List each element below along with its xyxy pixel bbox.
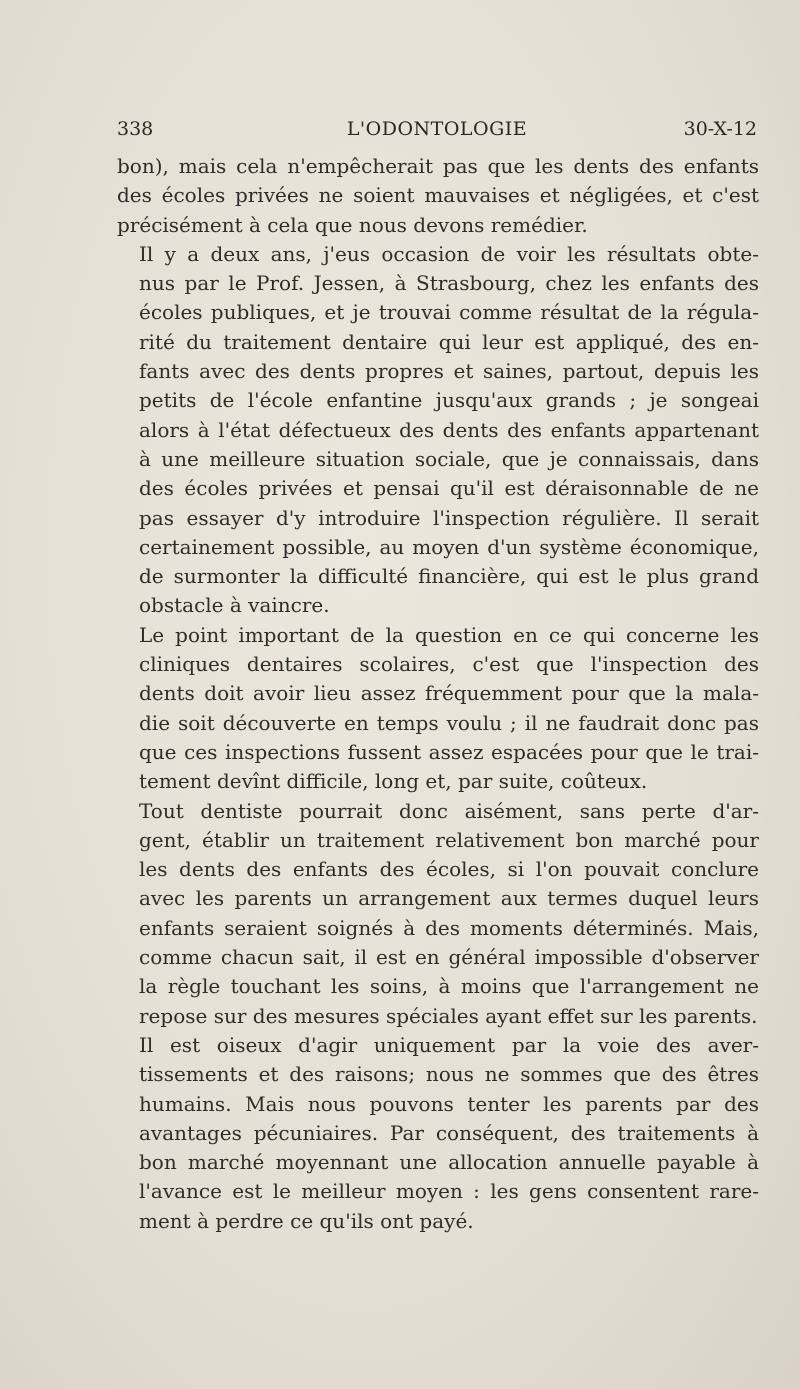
text-line: certainement possible, au moyen d'un système économique, (139, 534, 759, 559)
text-line: enfants seraient soignés à des moments déterminés. Mais, (139, 915, 759, 940)
text-line: ment à perdre ce qu'ils ont payé. (139, 1208, 474, 1233)
issue-date: 30-X-12 (683, 118, 757, 140)
text-line: de surmonter la difficulté financière, qui est le plus grand (139, 564, 759, 589)
text-line: humains. Mais nous pouvons tenter les parents par des (139, 1091, 759, 1116)
paragraph (117, 1031, 759, 1236)
text-line: des écoles privées et pensai qu'il est déraisonnable de ne (139, 476, 759, 501)
text-line: l'avance est le meilleur moyen : les gens consentent rare- (139, 1179, 759, 1204)
text-line: avec les parents un arrangement aux termes duquel leurs (139, 886, 759, 911)
paragraph (117, 152, 759, 240)
text-line: bon marché moyennant une allocation annuelle payable à (139, 1150, 759, 1175)
text-line: que ces inspections fussent assez espacées pour que le trai- (139, 739, 759, 764)
text-line: bon), mais cela n'empêcherait pas que les dents des enfants (117, 154, 759, 178)
text-line: gent, établir un traitement relativement bon marché pour (139, 827, 759, 852)
text-line: à une meilleure situation sociale, que je connaissais, dans (139, 446, 759, 471)
text-line: obstacle à vaincre. (139, 593, 330, 618)
journal-title: L'ODONTOLOGIE (346, 118, 528, 140)
text-line: Tout dentiste pourrait donc aisément, sans perte d'ar- (139, 798, 759, 823)
paragraph (117, 621, 759, 797)
text-line: écoles publiques, et je trouvai comme résultat de la régula- (139, 300, 759, 325)
text-line: dents doit avoir lieu assez fréquemment pour que la mala- (139, 681, 759, 706)
text-line: rité du traitement dentaire qui leur est appliqué, des en- (139, 329, 759, 354)
text-line: tissements et des raisons; nous ne sommes que des êtres (139, 1062, 759, 1087)
text-line: alors à l'état défectueux des dents des enfants appartenant (139, 417, 759, 442)
body-text (117, 152, 759, 1236)
page-number: 338 (117, 118, 154, 140)
text-line: Il y a deux ans, j'eus occasion de voir les résultats obte- (139, 241, 759, 266)
text-line: fants avec des dents propres et saines, partout, depuis les (139, 359, 759, 384)
text-line: pas essayer d'y introduire l'inspection régulière. Il serait (139, 505, 759, 530)
text-line: repose sur des mesures spéciales ayant effet sur les parents. (139, 1003, 758, 1028)
text-line: nus par le Prof. Jessen, à Strasbourg, chez les enfants des (139, 271, 759, 296)
text-line: cliniques dentaires scolaires, c'est que l'inspection des (139, 652, 759, 677)
text-line: petits de l'école enfantine jusqu'aux grands ; je songeai (139, 388, 759, 413)
text-line: précisément à cela que nous devons remédier. (117, 212, 588, 237)
text-line: tement devînt difficile, long et, par suite, coûteux. (139, 769, 648, 794)
paragraph (117, 240, 759, 621)
text-line: comme chacun sait, il est en général impossible d'observer (139, 945, 759, 970)
text-line: Il est oiseux d'agir uniquement par la voie des aver- (139, 1032, 759, 1057)
text-line: Le point important de la question en ce qui concerne les (139, 622, 759, 647)
running-header (117, 118, 757, 150)
text-line: la règle touchant les soins, à moins que l'arrangement ne (139, 974, 759, 999)
text-line: die soit découverte en temps voulu ; il ne faudrait donc pas (139, 710, 759, 735)
text-line: les dents des enfants des écoles, si l'on pouvait conclure (139, 857, 759, 882)
text-line: avantages pécuniaires. Par conséquent, des traitements à (139, 1120, 759, 1145)
paragraph (117, 797, 759, 1031)
text-line: des écoles privées ne soient mauvaises et négligées, et c'est (117, 183, 759, 208)
